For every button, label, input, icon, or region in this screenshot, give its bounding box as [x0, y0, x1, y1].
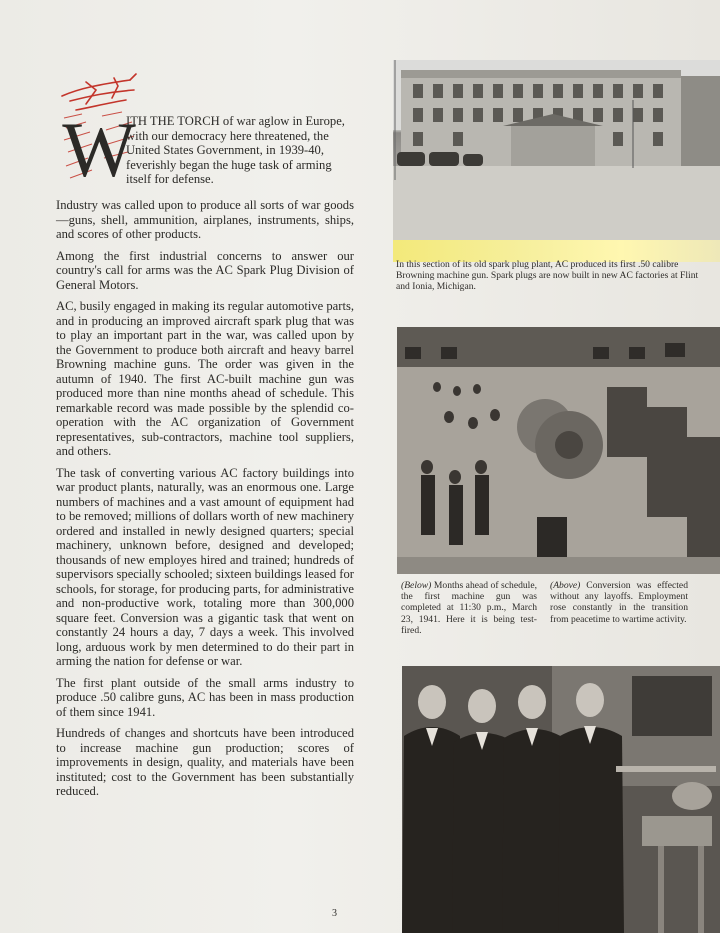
above-caption — [550, 580, 688, 625]
paragraph: AC, busily engaged in making its regular automotive parts, and in producing an improved aircraft spark plug that was to play an important part in the war, was called upon by the Government to produce both aircraft and heavy barrel Browning machine guns. The order was given in the autumn of 1940. The first AC-built machine gun was produced more than nine months ahead of schedule. This remarkable record was made possible by the splendid co-operation with the AC organization of Government representatives, sub-contractors, machine tool suppliers, and others. — [56, 299, 354, 458]
article-column — [56, 70, 354, 806]
factory-building-photo — [393, 60, 720, 242]
lead-paragraph: ITH THE TORCH of war aglow in Europe, with our democracy here threatened, the United States Government, in 1939-40, feverishly began the huge task of arming itself for defense. — [126, 114, 345, 187]
paragraph: The first plant outside of the small arms industry to produce .50 calibre guns, AC has been in mass production of them since 1941. — [56, 675, 354, 719]
paragraph: Among the first industrial concerns to answer our country's call for arms was the AC Spark Plug Division of General Motors. — [56, 248, 354, 292]
drop-cap-glyph: W — [62, 108, 136, 188]
paragraph: Industry was called upon to produce all sorts of war goods—guns, shell, ammunition, airplanes, instruments, ships, and scores of other products. — [56, 198, 354, 241]
test-firing-photo — [402, 666, 720, 933]
paragraph: Hundreds of changes and shortcuts have been introduced to increase machine gun production; scores of improvements in design, quality, and materials have been instituted; cost to the Government has been substantially reduced. — [56, 726, 354, 798]
above-caption-text: Conversion was effected without any layoffs. Employment rose constantly in the transition from peacetime to wartime activity. — [550, 580, 688, 625]
drop-cap-letter — [62, 108, 136, 188]
below-caption-tag: (Below) — [401, 580, 432, 591]
article-body — [56, 198, 354, 799]
workers-crowd-photo — [397, 327, 720, 574]
page-number: 3 — [332, 908, 337, 919]
below-caption-text: Months ahead of schedule, the first machine gun was completed at 11:30 p.m., March 23, 1941. Here it is being test-fired. — [401, 580, 537, 636]
above-caption-tag: (Above) — [550, 580, 581, 591]
plant-caption: In this section of its old spark plug plant, AC produced its first .50 calibre Browning machine gun. Spark plugs are now built in new AC factories at Flint and Ionia, Michigan. — [396, 259, 699, 293]
below-caption — [401, 580, 537, 636]
paragraph: The task of converting various AC factory buildings into war product plants, naturally, was an enormous one. Large numbers of machines and a vast amount of equipment had to be removed; millions of dollars worth of new machinery ordered and installed in newly designed quarters; special machinery, unknown before, designed and developed; thousands of new employes hired and trained; hundreds of supervisors specially schooled; sixteen buildings leased for schools, for storage, for producing parts, for administrative and non-productive work, totaling more than 300,000 square feet. Conversion was a gigantic task that went on constantly 24 hours a day, 7 days a week. This involved long, arduous work by men determined to do their part in arming the nation for defense or war. — [56, 465, 354, 668]
drop-cap-block — [56, 70, 354, 198]
